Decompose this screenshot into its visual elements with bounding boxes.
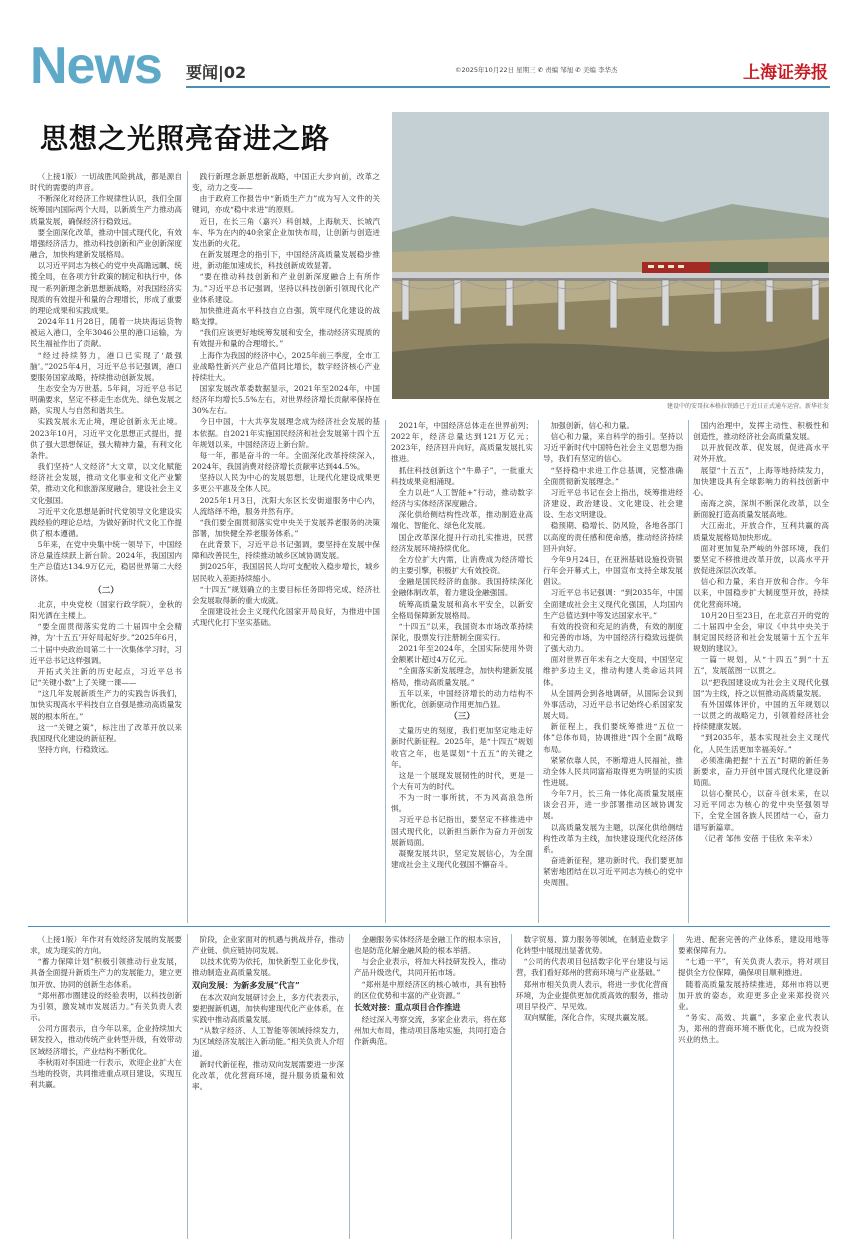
paragraph: 实践发展永无止境，理论创新永无止境。2023年10月，习近平文化思想正式提出，提供了强大思想保证，强大精神力量，有利文化条件。	[30, 417, 182, 460]
paragraph: 加强创新，信心和力量。	[550, 421, 635, 430]
paragraph: 抓住科技创新这个“牛鼻子”，一批重大科技成果竞相涌现。	[391, 465, 533, 486]
column-divider	[511, 934, 512, 1239]
paragraph: 全方位扩大内需，让消费成为经济增长的主要引擎，积极扩大有效投资。	[391, 554, 533, 576]
paragraph: 习近平文化思想是新时代党领导文化建设实践经验的理论总结，为做好新时代文化工作提供了根本遵循。	[30, 506, 182, 538]
paragraph: 奋进新征程，建功新时代。我们要更加紧密地团结在以习近平同志为核心的党中央周围。	[543, 856, 683, 888]
paragraph: “从数字经济、人工智能等领域持续发力，为区域经济发展注入新动能。”相关负责人介绍道。	[192, 1026, 344, 1058]
paragraph: 从全国两会到各地调研，从国际会议到外事活动，习近平总书记始终心系国家发展大局。	[543, 688, 683, 721]
paragraph: 凝聚发展共识，坚定发展信心，为全面建成社会主义现代化强国不懈奋斗。	[391, 848, 533, 870]
subheading: （三）	[449, 712, 475, 723]
paragraph: 数字贸易、算力服务等领域，在制造业数字化转型中展现出显著优势。	[516, 935, 668, 956]
paragraph: 信心和力量，来自开放和合作。今年以来，中国稳步扩大制度型开放，持续优化营商环境。	[693, 577, 829, 609]
paragraph: 国企改革深化提升行动扎实推进，民营经济发展环境持续优化。	[391, 532, 533, 553]
paragraph: 五年以来，中国经济增长的动力结构不断优化，创新驱动作用更加凸显。	[391, 688, 533, 709]
article-column-4	[543, 420, 683, 923]
paragraph: 双向赋能，深化合作，实现共赢发展。	[523, 1013, 653, 1023]
news-logo: News	[30, 37, 162, 95]
paragraph: 金融服务实体经济是金融工作的根本宗旨，也是防范化解金融风险的根本举措。	[354, 935, 506, 956]
paragraph: 要全面深化改革，推动中国式现代化，有效增强经济活力，推动科技创新和产业创新深度融合，加快构建新发展格局。	[30, 227, 182, 260]
paragraph: 生态安全为万世基。5年间，习近平总书记明确要求，坚定不移走生态优先、绿色发展之路，实现人与自然和谐共生。	[30, 383, 182, 416]
paragraph: （上接1版）年作对有效经济发展的发展要求，成为现实的方向。	[30, 935, 182, 956]
paragraph: 加快推进高水平科技自立自强，筑牢现代化建设的战略支撑。	[192, 305, 380, 327]
paragraph: 2024年11月28日，随着一块块海运货物被运入港口，全年3046公里的港口运输，为民生福祉作出了贡献。	[30, 317, 182, 349]
paragraph: “十四五”以来，我国资本市场改革持续深化，股票发行注册制全面实行。	[391, 621, 533, 642]
paragraph: “公司的代表项目包括数字化平台建设与运营，我们看好郑州的营商环境与产业基础。”	[516, 957, 668, 978]
paragraph: 这是一个展现发展韧性的时代，更是一个大有可为的时代。	[391, 770, 533, 791]
paragraph: “郑州是中原经济区的核心城市，具有独特的区位优势和丰富的产业资源。”	[354, 979, 506, 1000]
paragraph: 今年7月，长三角一体化高质量发展座谈会召开，进一步部署推动区域协调发展。	[543, 789, 683, 821]
page-headline: 思想之光照亮奋进之路	[40, 122, 331, 155]
paragraph: 不断深化对经济工作规律性认识，我们全面统筹国内国际两个大局，以新质生产力推动高质量发展，确保经济行稳致远。	[30, 194, 182, 226]
paragraph: 以信心聚民心，以奋斗创未来，在以习近平同志为核心的党中央坚强领导下，全党全国各族人民团结一心，奋力谱写新篇章。	[693, 789, 829, 832]
paragraph: “蓄力保障计划”积极引领推动行业发展，具备全面提升新质生产力的发展能力，建立更加开放、协同的创新生态体系。	[30, 957, 182, 989]
article-column-3	[391, 420, 533, 923]
paragraph: 面对世界百年未有之大变局，中国坚定维护多边主义，推动构建人类命运共同体。	[543, 655, 683, 687]
paragraph: “七通一平”，有关负责人表示，将对项目提供全方位保障，确保项目顺利推进。	[678, 957, 829, 978]
paragraph: 践行新理念新思想新战略，中国正大步向前，改革之变，动力之变——	[192, 172, 380, 193]
second-article-column-2	[192, 934, 344, 1239]
paragraph: “到2035年，基本实现社会主义现代化，人民生活更加幸福美好。”	[693, 733, 829, 754]
paragraph: 10月20日至23日，在北京召开的党的二十届四中全会，审议《中共中央关于制定国民经济和社会发展第十五个五年规划的建议》。	[693, 610, 829, 654]
paragraph: 北京，中央党校（国家行政学院），金秋的阳光洒在主楼上。	[30, 599, 182, 621]
photo-bridge-train-illustration	[392, 112, 829, 399]
paragraph: “务实、高效、共赢”，多家企业代表认为，郑州的营商环境不断优化，已成为投资兴业的热土。	[678, 1013, 829, 1045]
column-divider	[385, 420, 386, 923]
paragraph: 今日中国，十大共享发展理念成为经济社会发展的基本依据。自2021年实施国民经济和社会发展第十四个五年规划以来，中国经济迈上新台阶。	[192, 417, 380, 449]
paragraph: 新时代新征程，推动双向发展需要进一步深化改革，优化营商环境，提升服务质量和效率。	[192, 1059, 344, 1092]
paragraph: 国家发展改革委数据显示，2021年至2024年，中国经济年均增长5.5%左右，对世界经济增长贡献率保持在30%左右。	[192, 383, 380, 416]
paragraph: “郑州都市圈建设的经验表明，以科技创新为引领，激发城市发展活力。”有关负责人表示。	[30, 990, 182, 1023]
paragraph: 习近平总书记指出，要坚定不移推进中国式现代化，以新担当新作为奋力开创发展新局面。	[391, 815, 533, 847]
second-article-column-3	[354, 934, 506, 1239]
paragraph: 经过深入考察交流，多家企业表示，将在郑州加大布局，推动项目落地实施，共同打造合作新典范。	[354, 1015, 506, 1047]
paragraph: 每一年，都是奋斗的一年。全面深化改革持续深入，2024年，我国消费对经济增长贡献率达到44.5%。	[192, 450, 380, 472]
paragraph: 不为一时一事所扰，不为风高浪急所惧。	[391, 793, 533, 814]
paragraph: 丈量历史的刻度，我们更加坚定地走好新时代新征程。2025年，是“十四五”规划收官之年，也是谋划“十五五”的关键之年。	[391, 726, 533, 769]
paragraph: “坚持稳中求进工作总基调，完整准确全面贯彻新发展理念。”	[543, 465, 683, 486]
paragraph: 以高质量发展为主题，以深化供给侧结构性改革为主线，加快建设现代化经济体系。	[543, 822, 683, 854]
paragraph: 李秋雨对李国进一行表示，欢迎企业扩大在当地的投资，共同推进重点项目建设，实现互利共赢。	[30, 1057, 182, 1090]
paragraph: 由于政府工作报告中“新质生产力”成为写入文件的关键词，亦成“稳中求进”的原则。	[192, 194, 380, 215]
paragraph: 与会企业表示，将加大科技研发投入，推动产品升级迭代，共同开拓市场。	[354, 957, 506, 978]
paragraph: 2025年1月3日，沈阳大东区长安街道服务中心内，人流络绎不绝，服务井然有序。	[192, 495, 380, 516]
column-divider	[349, 934, 350, 1239]
paragraph: 大江南北，开放合作，互利共赢的高质量发展格局加快形成。	[693, 521, 829, 542]
paragraph: 上海作为我国的经济中心，2025年前三季度，全市工业战略性新兴产业总产值同比增长，数字经济核心产业持续壮大。	[192, 350, 380, 382]
subheading: （二）	[93, 585, 119, 596]
subheading: 双向发展：为新多发展“代言”	[192, 979, 300, 990]
paragraph: 一篇一规划，从“十四五”到“十五五”，发展蓝图一以贯之。	[693, 655, 829, 676]
paragraph: 以技术优势为依托，加快新型工业化步伐，推动制造业高质量发展。	[192, 957, 344, 978]
paragraph: “经过持续努力，港口已实现了‘最强脑’。”2025年4月，习近平总书记强调，港口要服务国家战略，持续推动创新发展。	[30, 350, 182, 382]
paragraph: 有效的投资和充足的消费，有效的制度和完善的市场，为中国经济行稳致远提供了强大动力。	[543, 621, 683, 654]
subheading: 长效对接：重点项目合作推进	[354, 1001, 461, 1012]
second-article-column-1	[30, 934, 182, 1239]
paragraph: 深化供给侧结构性改革，推动制造业高端化、智能化、绿色化发展。	[391, 510, 533, 531]
column-divider	[187, 934, 188, 1239]
paragraph: 在此背景下，习近平总书记强调，要坚持在发展中保障和改善民生，持续推动城乡区域协调发展。	[192, 540, 380, 561]
paragraph: 以习近平同志为核心的党中央高瞻远瞩、统揽全局，在各项方针政策的制定和执行中，体现一系列新理念新思想新战略，对我国经济实现质的有效提升和量的合理增长，形成了重要的理论成果和实践成果。	[30, 261, 182, 315]
masthead	[0, 0, 858, 94]
paragraph: “我们要全面贯彻落实党中央关于发展养老服务的决策部署，加快健全养老服务体系。”	[192, 517, 380, 538]
paragraph: 紧紧依靠人民，不断增进人民福祉，推动全体人民共同富裕取得更为明显的实质性进展。	[543, 755, 683, 787]
paragraph: 统筹高质量发展和高水平安全，以新安全格局保障新发展格局。	[391, 599, 533, 620]
column-divider	[688, 420, 689, 923]
paragraph: 公司方面表示，自今年以来，企业持续加大研发投入，推动传统产业转型升级，有效带动区域经济增长，产业结构不断优化。	[30, 1024, 182, 1056]
paragraph: 阶段，企业家面对的机遇与挑战并存，推动产业链、供应链协同发展。	[192, 935, 344, 956]
paragraph: “我们应该更好地统筹发展和安全，推动经济实现质的有效提升和量的合理增长。”	[192, 328, 380, 349]
paragraph: 习近平总书记在会上指出，统筹推进经济建设、政治建设、文化建设、社会建设、生态文明建设。	[543, 487, 683, 520]
paragraph: 全面建设社会主义现代化国家开局良好，为推进中国式现代化打下坚实基础。	[192, 607, 380, 628]
paragraph: 我们坚持“人文经济”大文章，以文化赋能经济社会发展，推动文化事业和文化产业繁荣，推动文化和旅游深度融合，建设社会主义文化强国。	[30, 462, 182, 505]
article-column-2	[192, 171, 380, 923]
paragraph: 随着高质量发展持续推进，郑州市将以更加开放的姿态，欢迎更多企业来郑投资兴业。	[678, 979, 829, 1011]
paragraph: 坚持方向，行稳致远。	[37, 744, 114, 754]
paragraph: 必须准确把握“十五五”时期的新任务新要求，奋力开创中国式现代化建设新局面。	[693, 755, 829, 787]
paragraph: 5年来，在党中央集中统一领导下，中国经济总量连续跃上新台阶。2024年，我国国内生产总值达134.9万亿元，稳居世界第二大经济体。	[30, 540, 182, 583]
column-divider	[673, 934, 674, 1239]
paragraph: 全力以赴“人工智能+”行动，推动数字经济与实体经济深度融合。	[391, 487, 533, 509]
column-divider	[187, 171, 188, 923]
photo-caption: 建设中的安哥拉本格拉铁路已于近日正式通车运营。新华社发	[666, 403, 829, 410]
paragraph: 信心和力量，来自科学的指引。坚持以习近平新时代中国特色社会主义思想为指导，我们有坚定的信心。	[543, 432, 683, 464]
paragraph: 以开放促改革、促发展，促进高水平对外开放。	[693, 443, 829, 464]
paragraph: （上接1版）一切战胜风险挑战，都是源自时代的需要的声音。	[30, 172, 182, 193]
paragraph: 金融是国民经济的血脉。我国持续深化金融体制改革，着力建设金融强国。	[391, 577, 533, 598]
second-article-column-4	[516, 934, 668, 1239]
paragraph: 这一“关键之策”，标注出了改革开放以来我国现代化建设的新征程。	[30, 722, 182, 743]
paragraph: 稳预期、稳增长、防风险，各地各部门以高度的责任感和使命感，推动经济持续回升向好。	[543, 521, 683, 553]
paragraph: 展望“十五五”，上海等地持续发力，加快建设具有全球影响力的科技创新中心。	[693, 465, 829, 497]
paragraph: 郑州市相关负责人表示，将进一步优化营商环境，为企业提供更加优质高效的服务，推动项目早投产、早见效。	[516, 979, 668, 1011]
paragraph: “十四五”规划确立的主要目标任务即将完成，经济社会发展取得新的重大成就。	[192, 584, 380, 605]
news-photo	[392, 112, 829, 399]
header-rule	[186, 86, 830, 88]
paragraph: 南海之滨，深圳不断深化改革，以全新面貌打造高质量发展高地。	[693, 499, 829, 520]
paragraph: “这几年发展新质生产力的实践告诉我们，加快实现高水平科技自立自强是推动高质量发展的根本所在。”	[30, 689, 182, 721]
paragraph: 面对更加复杂严峻的外部环境，我们要坚定不移推进改革开放，以高水平开放促进深层次改革。	[693, 543, 829, 576]
newspaper-brand: 上海证券报	[743, 63, 828, 83]
article-column-1	[30, 171, 182, 923]
paragraph: 新征程上，我们要统筹推进“五位一体”总体布局，协调推进“四个全面”战略布局。	[543, 722, 683, 754]
dateline: ©2025年10月22日 星期三 ✆ 责编 邹旭 ✆ 美编 李华杰	[455, 66, 618, 74]
paragraph: 先进、配套完善的产业体系，建设用地等要素保障有力。	[678, 935, 829, 956]
section-rule	[28, 926, 830, 927]
paragraph: 近日，在长三角（嘉兴）科创城，上海航天、长城汽车、华为在内的40余家企业加快布局，让创新与创造迸发出新的火花。	[192, 216, 380, 248]
second-article-column-5	[678, 934, 829, 1239]
paragraph: 在新发展理念的指引下，中国经济高质量发展稳步推进，新动能加速成长，科技创新成效显著。	[192, 250, 380, 271]
paragraph: 今年9月24日，在亚洲基础设施投资银行年会开幕式上，中国宣布支持全球发展倡议。	[543, 554, 683, 587]
article-column-5	[693, 420, 829, 923]
paragraph: “要全面贯彻落实党的二十届四中全会精神，为‘十五五’开好局起好步。”2025年6月，二十届中央政治局第二十一次集体学习时，习近平总书记这样强调。	[30, 622, 182, 665]
column-divider	[538, 420, 539, 923]
paragraph: “全面落实新发展理念，加快构建新发展格局，推动高质量发展。”	[391, 666, 533, 687]
section-label: 要闻|02	[186, 63, 247, 82]
paragraph: 2021年，中国经济总体走在世界前列；2022年，经济总量达到121万亿元；2023年，经济回升向好，高质量发展扎实推进。	[391, 421, 533, 464]
paragraph: 在本次双向发展研讨会上，多方代表表示，要把握新机遇，加快构建现代化产业体系，在实践中推动高质量发展。	[192, 992, 344, 1025]
paragraph: 有外国媒体评价，中国的五年规划以一以贯之的战略定力，引领着经济社会持续健康发展。	[693, 699, 829, 732]
paragraph: “要在推动科技创新和产业创新深度融合上有所作为。”习近平总书记强调，坚持以科技创新引领现代化产业体系建设。	[192, 272, 380, 304]
paragraph: 以“把我国建设成为社会主义现代化强国”为主线，持之以恒推动高质量发展。	[693, 677, 829, 698]
paragraph: 习近平总书记强调：“到2035年，中国全面建成社会主义现代化强国，人均国内生产总值达到中等发达国家水平。”	[543, 588, 683, 620]
paragraph: 开拓式关注新的历史起点，习近平总书记“关键小数”上了关键一课——	[30, 666, 182, 688]
paragraph: （记者 邹伟 安蓓 于佳欣 朱辛未）	[700, 833, 817, 843]
paragraph: 2021年至2024年，全国实际使用外资金额累计超过4万亿元。	[391, 644, 533, 665]
paragraph: 国内治理中，发挥主动性、积极性和创造性，推动经济社会高质量发展。	[693, 421, 829, 442]
paragraph: 坚持以人民为中心的发展思想，让现代化建设成果更多更公平惠及全体人民。	[192, 473, 380, 494]
paragraph: 到2025年，我国居民人均可支配收入稳步增长，城乡居民收入差距持续缩小。	[192, 562, 380, 583]
